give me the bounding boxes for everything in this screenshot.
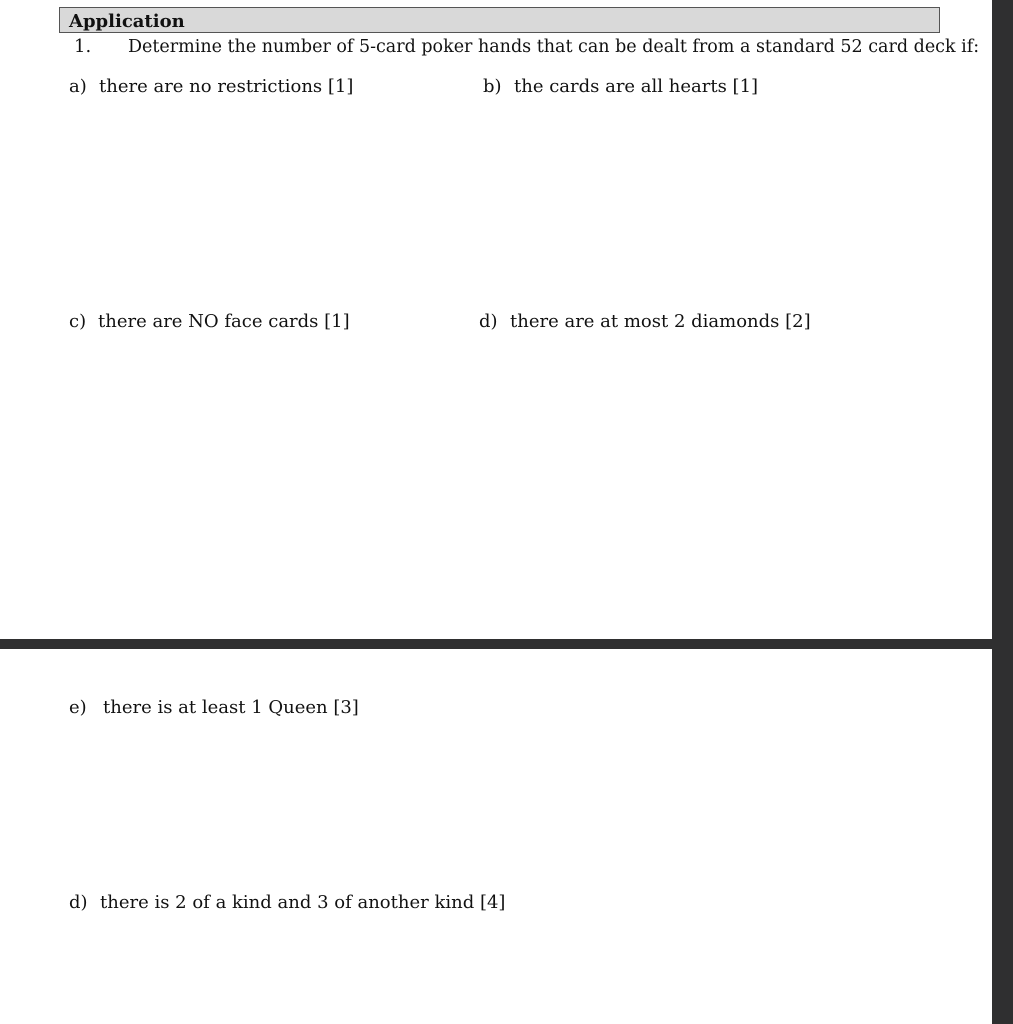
part-c <box>69 311 350 333</box>
part-c-letter: c) <box>69 311 87 332</box>
question-text: Determine the number of 5-card poker hands that can be dealt from a standard 52 card deck if: <box>128 37 980 57</box>
part-b <box>483 76 758 98</box>
part-c-text: there are NO face cards [1] <box>98 311 350 332</box>
part-d-letter: d) <box>479 311 498 332</box>
question-number: 1. <box>74 36 92 57</box>
viewer-scrollbar[interactable] <box>992 0 1013 1024</box>
section-title: Application <box>69 11 185 32</box>
part-e-letter: e) <box>69 697 87 718</box>
part-a <box>69 76 353 98</box>
part-a-text: there are no restrictions [1] <box>99 76 354 97</box>
part-b-letter: b) <box>483 76 502 97</box>
part-b-text: the cards are all hearts [1] <box>514 76 759 97</box>
page-divider <box>0 639 992 649</box>
part-d-second-text: there is 2 of a kind and 3 of another kind [4] <box>100 892 506 913</box>
part-d <box>479 311 811 333</box>
part-e-text: there is at least 1 Queen [3] <box>103 697 359 718</box>
part-d-second-letter: d) <box>69 892 88 913</box>
part-d-second <box>69 892 505 914</box>
section-header-box <box>59 7 940 33</box>
part-a-letter: a) <box>69 76 87 97</box>
part-d-text: there are at most 2 diamonds [2] <box>510 311 811 332</box>
part-e <box>69 697 359 719</box>
